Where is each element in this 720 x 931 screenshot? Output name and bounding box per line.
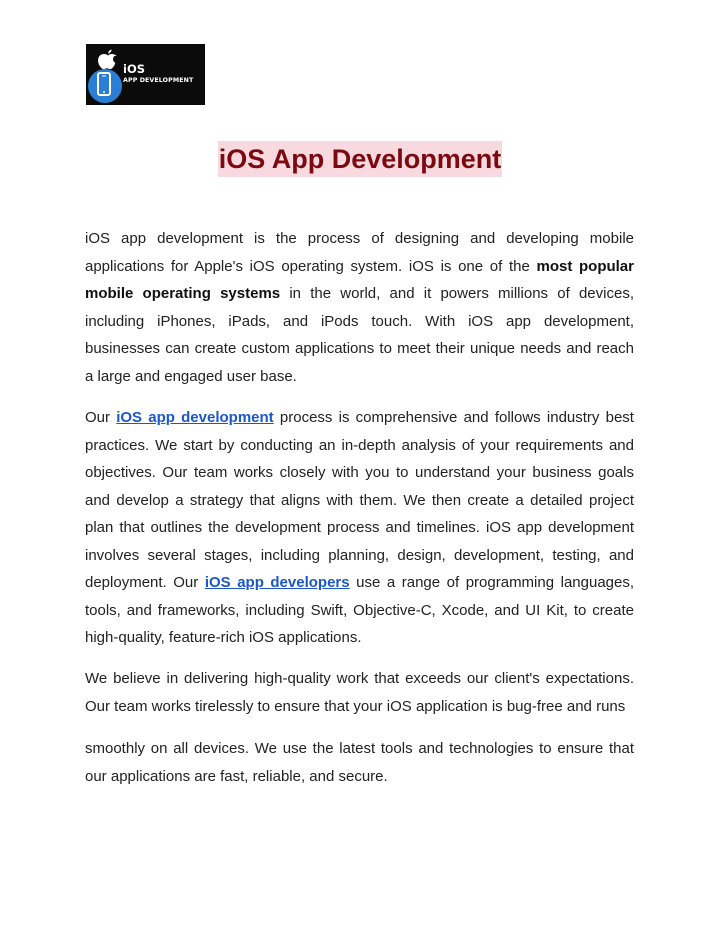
paragraph-devices: smoothly on all devices. We use the latest tools and technologies to ensure that our applications are fast, reliable, and secure. [85, 740, 634, 785]
apple-icon [98, 50, 116, 70]
paragraph-process [85, 404, 634, 652]
paragraph-intro [85, 225, 634, 390]
logo-line-app-development: APP DEVELOPMENT [123, 76, 194, 84]
logo-wordmark [123, 64, 193, 84]
company-logo [86, 44, 205, 105]
ios-app-development-link[interactable]: iOS app development [116, 409, 274, 426]
bold-phrase: most popular mobile operating systems [85, 257, 634, 302]
logo-circle [88, 69, 122, 103]
paragraph-text: Our [85, 409, 117, 426]
logo-line-ios: iOS [123, 62, 146, 76]
ios-app-developers-link[interactable]: iOS app developers [204, 574, 350, 591]
paragraph-text: iOS app development is the process of designing and developing mobile applications for Apple's iOS operating system. iOS is one of the [85, 230, 634, 275]
title-container [0, 141, 720, 177]
paragraph-text: use a range of programming languages, tools, and frameworks, including Swift, Objective-C, Xcode, and UI Kit, to create high-quality, feature-rich iOS applications. [85, 574, 635, 646]
paragraph-text: process is comprehensive and follows industry best practices. We start by conducting an in-depth analysis of your requirements and objectives. Our team works closely with you to understand your business goals and develop a strategy that aligns with them. We then create a detailed project plan that outlines the development process and timelines. iOS app development involves several stages, including planning, design, development, testing, and deployment. Our [85, 409, 634, 591]
paragraph-quality: We believe in delivering high-quality work that exceeds our client's expectations. Our team works tirelessly to ensure that your iOS application is bug-free and runs [85, 670, 634, 715]
page-title: iOS App Development [218, 141, 503, 177]
paragraph-text: in the world, and it powers millions of devices, including iPhones, iPads, and iPods touch. With iOS app development, businesses can create custom applications to meet their unique needs and reach a large and engaged user base. [85, 285, 634, 385]
